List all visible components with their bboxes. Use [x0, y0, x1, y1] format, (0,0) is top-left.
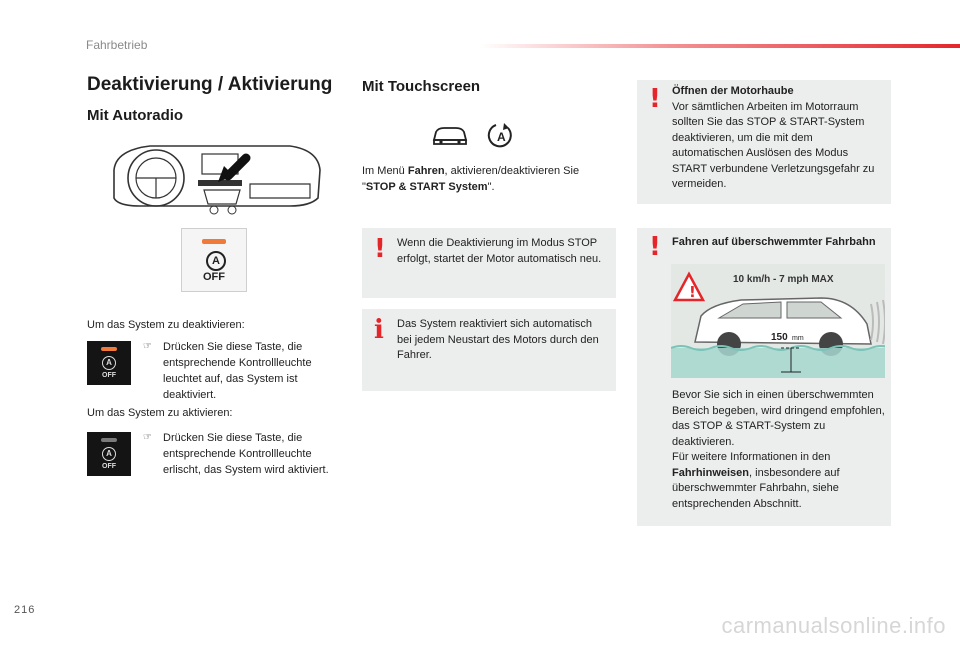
menu-prefix: Im Menü [362, 165, 408, 177]
info-box-reactivation [362, 309, 616, 391]
flood-text-2: Für weitere Informationen in den [672, 451, 831, 463]
svg-text:!: ! [689, 283, 696, 301]
subtitle-touchscreen: Mit Touchscreen [362, 78, 481, 95]
page-number: 216 [14, 604, 36, 616]
hood-text: Vor sämtlichen Arbeiten im Motorraum sollten Sie das STOP & START-System deaktivieren, um die mit dem automatischen Auslösen des Modus START verbundene Verletzungsgefahr zu vermeiden. [672, 100, 875, 190]
menu-name: Fahren [407, 165, 445, 177]
section-header: Fahrbetrieb [86, 38, 148, 52]
warning-icon: ! [649, 84, 661, 114]
flood-text-3: , insbesondere auf überschwemmter Fahrbahn, siehe entsprechenden Abschnitt. [672, 466, 840, 510]
warning-icon: ! [649, 232, 661, 262]
touchscreen-icons [432, 120, 522, 150]
warning-box-hood [637, 80, 891, 204]
indicator-led [101, 438, 117, 442]
warning-box-restart [362, 228, 616, 298]
warning-box-flooded-road [637, 228, 891, 526]
flood-title: Fahren auf überschwemmter Fahrbahn [672, 236, 876, 248]
dashboard-illustration [110, 140, 322, 218]
off-label: OFF [102, 372, 116, 379]
warning-restart-text: Wenn die Deaktivierung im Modus STOP erfolgt, startet der Motor automatisch neu. [397, 237, 602, 265]
indicator-led [101, 347, 117, 351]
flood-drawing [671, 264, 885, 378]
hood-warning [672, 84, 884, 193]
flood-text-1: Bevor Sie sich in einen überschwemmten Bereich begeben, wird dringend empfohlen, das STOP & START-System zu deaktivieren. [672, 389, 885, 448]
menu-system-name: STOP & START System [365, 181, 488, 193]
flood-text [672, 388, 886, 512]
key-image-led-on [87, 341, 131, 385]
off-label: OFF [203, 271, 225, 283]
activate-step [143, 430, 343, 478]
info-reactivation-text: Das System reaktiviert sich automatisch bei jedem Neustart des Motors durch den Fahrer. [397, 318, 599, 361]
pointer-hand-icon: ☞ [143, 432, 152, 443]
flooded-road-illustration [671, 264, 885, 378]
flood-depth-value: 150 [771, 332, 788, 343]
flood-speed-label: 10 km/h - 7 mph MAX [733, 274, 834, 285]
car-icon [434, 128, 466, 144]
auto-a-icon: A [102, 356, 116, 370]
deactivate-intro: Um das System zu deaktivieren: [87, 319, 245, 331]
auto-a-icon: A [206, 251, 226, 271]
key-image-led-off [87, 432, 131, 476]
touchscreen-menu-instruction [362, 163, 612, 195]
watermark: carmanualsonline.info [721, 613, 946, 638]
off-label: OFF [102, 463, 116, 470]
menu-mid: , aktivieren/deaktivieren Sie " [362, 165, 580, 193]
auto-stop-start-icon [489, 123, 511, 146]
header-accent-bar [480, 44, 960, 48]
deactivate-step [143, 339, 343, 403]
warning-icon: ! [374, 234, 386, 264]
indicator-led [202, 239, 226, 244]
flood-text-bold: Fahrhinweisen [672, 466, 750, 479]
subtitle-radio: Mit Autoradio [87, 107, 184, 124]
page-title: Deaktivierung / Aktivierung [87, 74, 333, 95]
svg-text:A: A [497, 130, 506, 144]
info-icon: i [374, 315, 384, 345]
flood-depth-unit: mm [792, 335, 804, 342]
menu-suffix: ". [487, 181, 495, 193]
hood-title: Öffnen der Motorhaube [672, 85, 794, 97]
activate-step-text: Drücken Sie diese Taste, die entsprechende Kontrollleuchte erlischt, das System wird aktiviert. [163, 432, 329, 476]
stop-start-button-illustration [181, 228, 247, 292]
pointer-hand-icon: ☞ [143, 341, 152, 352]
deactivate-step-text: Drücken Sie diese Taste, die entsprechende Kontrollleuchte leuchtet auf, das System ist deaktiviert. [163, 341, 312, 401]
activate-intro: Um das System zu aktivieren: [87, 407, 233, 419]
auto-a-icon: A [102, 447, 116, 461]
